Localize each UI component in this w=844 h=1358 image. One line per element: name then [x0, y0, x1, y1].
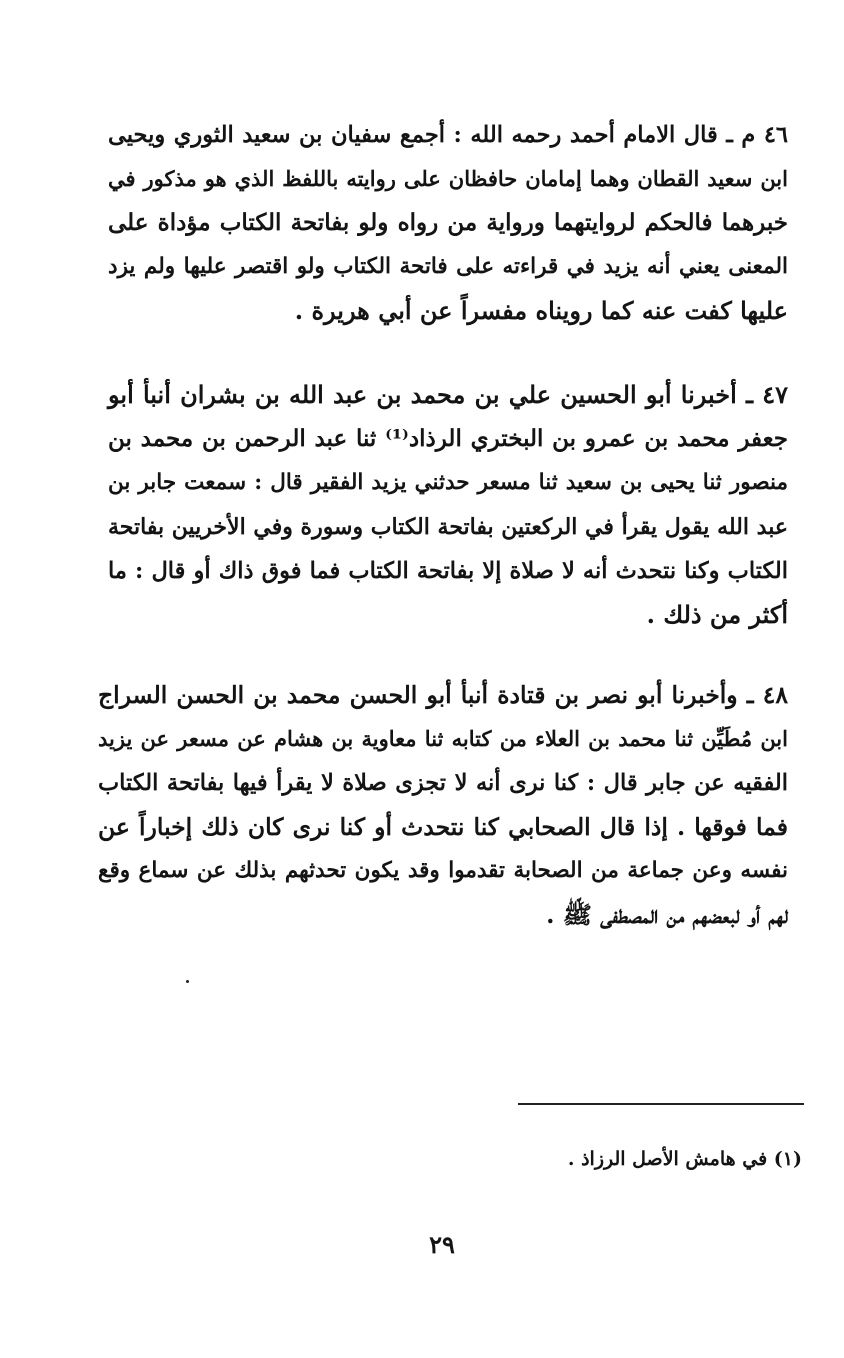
paragraph-line: ابن مُطَيِّن ثنا محمد بن العلاء من كتابه ثنا معاوية بن هشام عن مسعر عن يزيد	[98, 726, 788, 751]
paragraph-line: منصور ثنا يحيى بن سعيد ثنا مسعر حدثني يزيد الفقير قال : سمعت جابر بن	[108, 470, 788, 495]
paragraph-line: ٤٧ ـ أخبرنا أبو الحسين علي بن محمد بن عبد الله بن بشران أنبأ أبو	[108, 380, 788, 409]
paragraph-line: ٤٨ ـ وأخبرنا أبو نصر بن قتادة أنبأ أبو الحسن محمد بن الحسن السراج	[98, 681, 788, 709]
footnote-divider	[518, 1103, 804, 1105]
paragraph-line: عبد الله يقول يقرأ في الركعتين بفاتحة الكتاب وسورة وفي الأخريين بفاتحة	[108, 514, 788, 540]
page-number: ٢٩	[429, 1230, 455, 1259]
paragraph-line: الفقيه عن جابر قال : كنا نرى أنه لا تجزى صلاة لا يقرأ فيها بفاتحة الكتاب	[98, 770, 788, 796]
paragraph-line: عليها كفت عنه كما رويناه مفسراً عن أبي هريرة .	[294, 296, 788, 325]
paragraph-line: فما فوقها . إذا قال الصحابي كنا نتحدث أو كنا نرى كان ذلك إخباراً عن	[98, 813, 788, 841]
paragraph-line: خبرهما فالحكم لروايتهما ورواية من رواه ولو بفاتحة الكتاب مؤداة على	[108, 209, 788, 236]
paragraph-line: المعنى يعني أنه يزيد في قراءته على فاتحة الكتاب ولو اقتصر عليها ولم يزد	[108, 254, 788, 279]
paragraph-line: الكتاب وكنا نتحدث أنه لا صلاة إلا بفاتحة الكتاب فما فوق ذاك أو قال : ما	[108, 558, 788, 584]
stray-dot	[186, 980, 189, 983]
paragraph-48	[98, 680, 788, 945]
paragraph-line: ٤٦ م ـ قال الامام أحمد رحمه الله : أجمع سفيان بن سعيد الثوري ويحيى	[108, 122, 788, 148]
paragraph-line: جعفر محمد بن عمرو بن البختري الرذاد⁽¹⁾ ثنا عبد الرحمن بن محمد بن	[108, 425, 788, 452]
paragraph-46	[108, 120, 788, 335]
paragraph-line: أكثر من ذلك .	[646, 600, 788, 629]
paragraph-line: ابن سعيد القطان وهما إمامان حافظان على روايته باللفظ الذي هو مذكور في	[108, 166, 788, 191]
paragraph-line: لهم أو لبعضهم من المصطفى ﷺ .	[546, 900, 788, 929]
footnote-1: (١) في هامش الأصل الرزاذ .	[567, 1148, 802, 1170]
paragraph-47	[108, 380, 788, 635]
paragraph-line: نفسه وعن جماعة من الصحابة تقدموا وقد يكون تحدثهم بذلك عن سماع وقع	[98, 858, 788, 883]
